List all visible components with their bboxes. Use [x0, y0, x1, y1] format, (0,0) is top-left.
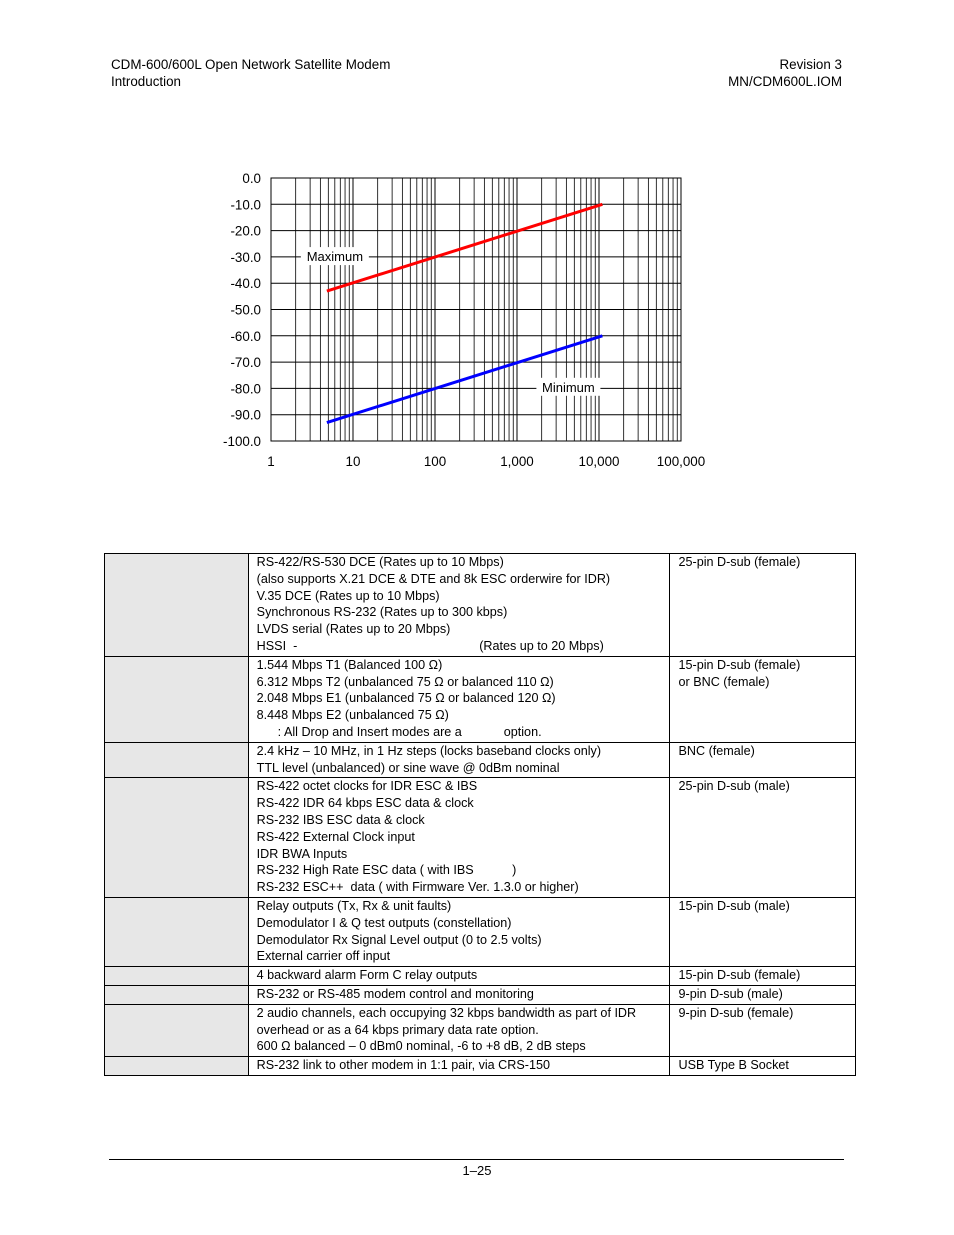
description-line: RS-232 ESC++ data ( with Firmware Ver. 1.3.0 or higher): [256, 880, 579, 895]
description-line: (also supports X.21 DCE & DTE and 8k ESC orderwire for IDR): [256, 571, 611, 586]
interface-label-cell: [105, 897, 249, 966]
interface-label-cell: [105, 656, 249, 742]
table-row: [105, 1057, 856, 1076]
interface-description-cell: [248, 897, 669, 966]
table-row: [105, 1004, 856, 1056]
interface-label-cell: [105, 967, 249, 986]
description-line: RS-422/RS-530 DCE (Rates up to 10 Mbps): [256, 555, 504, 569]
y-tick-label: -20.0: [230, 223, 261, 239]
connector-line: 9-pin D-sub (female): [678, 1005, 794, 1020]
minimum-annotation: Minimum: [542, 379, 595, 395]
description-line: IDR BWA Inputs: [256, 846, 348, 861]
page-number: 1–25: [462, 1163, 492, 1178]
x-tick-label: 100,000: [656, 454, 706, 469]
interface-label-cell: [105, 1057, 249, 1076]
interface-description-cell: [248, 1004, 669, 1056]
interface-label-cell: [105, 985, 249, 1004]
table-row: [105, 967, 856, 986]
connector-cell: [669, 967, 855, 986]
table-row: [105, 656, 856, 742]
description-line: RS-232 High Rate ESC data ( with IBS ): [256, 863, 517, 878]
description-line: Relay outputs (Tx, Rx & unit faults): [256, 898, 452, 913]
connector-line: or BNC (female): [678, 674, 770, 689]
description-line: V.35 DCE (Rates up to 10 Mbps): [256, 588, 440, 603]
description-line: 600 Ω balanced – 0 dBm0 nominal, -6 to +8 dB, 2 dB steps: [256, 1039, 586, 1054]
description-line: RS-232 link to other modem in 1:1 pair, via CRS-150: [256, 1058, 550, 1073]
interface-spec-table: [104, 553, 856, 1076]
connector-cell: [669, 778, 855, 898]
y-tick-label: -100.0: [223, 434, 261, 449]
y-tick-label: -70.0: [230, 355, 261, 371]
description-line: 6.312 Mbps T2 (unbalanced 75 Ω or balanced 110 Ω): [256, 674, 554, 689]
description-line: : All Drop and Insert modes are a option.: [256, 724, 542, 739]
x-tick-label: 1: [267, 454, 275, 469]
connector-cell: [669, 742, 855, 778]
table-row: [105, 897, 856, 966]
x-tick-label: 10,000: [578, 454, 620, 469]
description-line: overhead or as a 64 kbps primary data rate option.: [256, 1022, 539, 1037]
description-line: HSSI - (Rates up to 20 Mbps): [256, 638, 604, 653]
interface-description-cell: [248, 1057, 669, 1076]
maximum-annotation: Maximum: [306, 249, 364, 265]
y-tick-label: -50.0: [230, 302, 261, 318]
description-line: 8.448 Mbps E2 (unbalanced 75 Ω): [256, 708, 449, 723]
description-line: RS-232 or RS-485 modem control and monitoring: [256, 986, 534, 1001]
description-line: 4 backward alarm Form C relay outputs: [256, 968, 478, 983]
description-line: RS-232 IBS ESC data & clock: [256, 812, 425, 827]
connector-line: 15-pin D-sub (male): [678, 898, 790, 913]
y-tick-label: -60.0: [230, 328, 261, 344]
connector-line: USB Type B Socket: [678, 1058, 789, 1073]
description-line: LVDS serial (Rates up to 20 Mbps): [256, 622, 451, 637]
description-line: 2 audio channels, each occupying 32 kbps bandwidth as part of IDR: [256, 1005, 637, 1020]
interface-description-cell: [248, 656, 669, 742]
x-tick-label: 100: [423, 454, 447, 469]
interface-description-cell: [248, 778, 669, 898]
description-line: TTL level (unbalanced) or sine wave @ 0dBm nominal: [256, 760, 560, 775]
connector-line: BNC (female): [678, 743, 755, 758]
description-line: Demodulator I & Q test outputs (constellation): [256, 915, 512, 930]
footer-rule: [109, 1159, 844, 1160]
description-line: RS-422 octet clocks for IDR ESC & IBS: [256, 779, 478, 794]
connector-cell: [669, 1057, 855, 1076]
connector-cell: [669, 656, 855, 742]
y-tick-label: -30.0: [230, 249, 261, 265]
connector-line: 25-pin D-sub (female): [678, 555, 801, 569]
interface-description-cell: [248, 742, 669, 778]
chart-grid: [271, 178, 681, 441]
description-line: 2.048 Mbps E1 (unbalanced 75 Ω or balanced 120 Ω): [256, 691, 556, 706]
y-tick-label: -80.0: [230, 381, 261, 397]
table-row: [105, 742, 856, 778]
section-name: Introduction: [111, 74, 181, 89]
connector-cell: [669, 897, 855, 966]
interface-label-cell: [105, 742, 249, 778]
connector-line: 15-pin D-sub (female): [678, 968, 801, 983]
description-line: 1.544 Mbps T1 (Balanced 100 Ω): [256, 657, 443, 672]
connector-cell: [669, 554, 855, 657]
y-tick-label: -10.0: [230, 197, 261, 213]
document-number: MN/CDM600L.IOM: [728, 74, 842, 89]
connector-line: 15-pin D-sub (female): [678, 657, 801, 672]
connector-cell: [669, 1004, 855, 1056]
table-row: [105, 778, 856, 898]
level-chart: [0, 0, 954, 520]
description-line: Synchronous RS-232 (Rates up to 300 kbps): [256, 605, 508, 620]
x-tick-label: 1,000: [500, 454, 534, 469]
description-line: External carrier off input: [256, 949, 391, 964]
revision-label: Revision 3: [779, 57, 842, 72]
interface-description-cell: [248, 554, 669, 657]
description-line: RS-422 External Clock input: [256, 829, 415, 844]
description-line: RS-422 IDR 64 kbps ESC data & clock: [256, 796, 474, 811]
interface-description-cell: [248, 985, 669, 1004]
y-tick-label: -90.0: [230, 407, 261, 423]
connector-line: 25-pin D-sub (male): [678, 779, 790, 794]
interface-label-cell: [105, 778, 249, 898]
description-line: 2.4 kHz – 10 MHz, in 1 Hz steps (locks baseband clocks only): [256, 743, 602, 758]
connector-line: 9-pin D-sub (male): [678, 986, 783, 1001]
connector-cell: [669, 985, 855, 1004]
interface-label-cell: [105, 1004, 249, 1056]
document-title: CDM-600/600L Open Network Satellite Modem: [111, 57, 391, 72]
interface-label-cell: [105, 554, 249, 657]
x-tick-label: 10: [345, 454, 361, 469]
interface-description-cell: [248, 967, 669, 986]
description-line: Demodulator Rx Signal Level output (0 to 2.5 volts): [256, 932, 542, 947]
table-row: [105, 985, 856, 1004]
table-row: [105, 554, 856, 657]
y-tick-label: -40.0: [230, 276, 261, 292]
y-tick-label: 0.0: [242, 171, 261, 186]
